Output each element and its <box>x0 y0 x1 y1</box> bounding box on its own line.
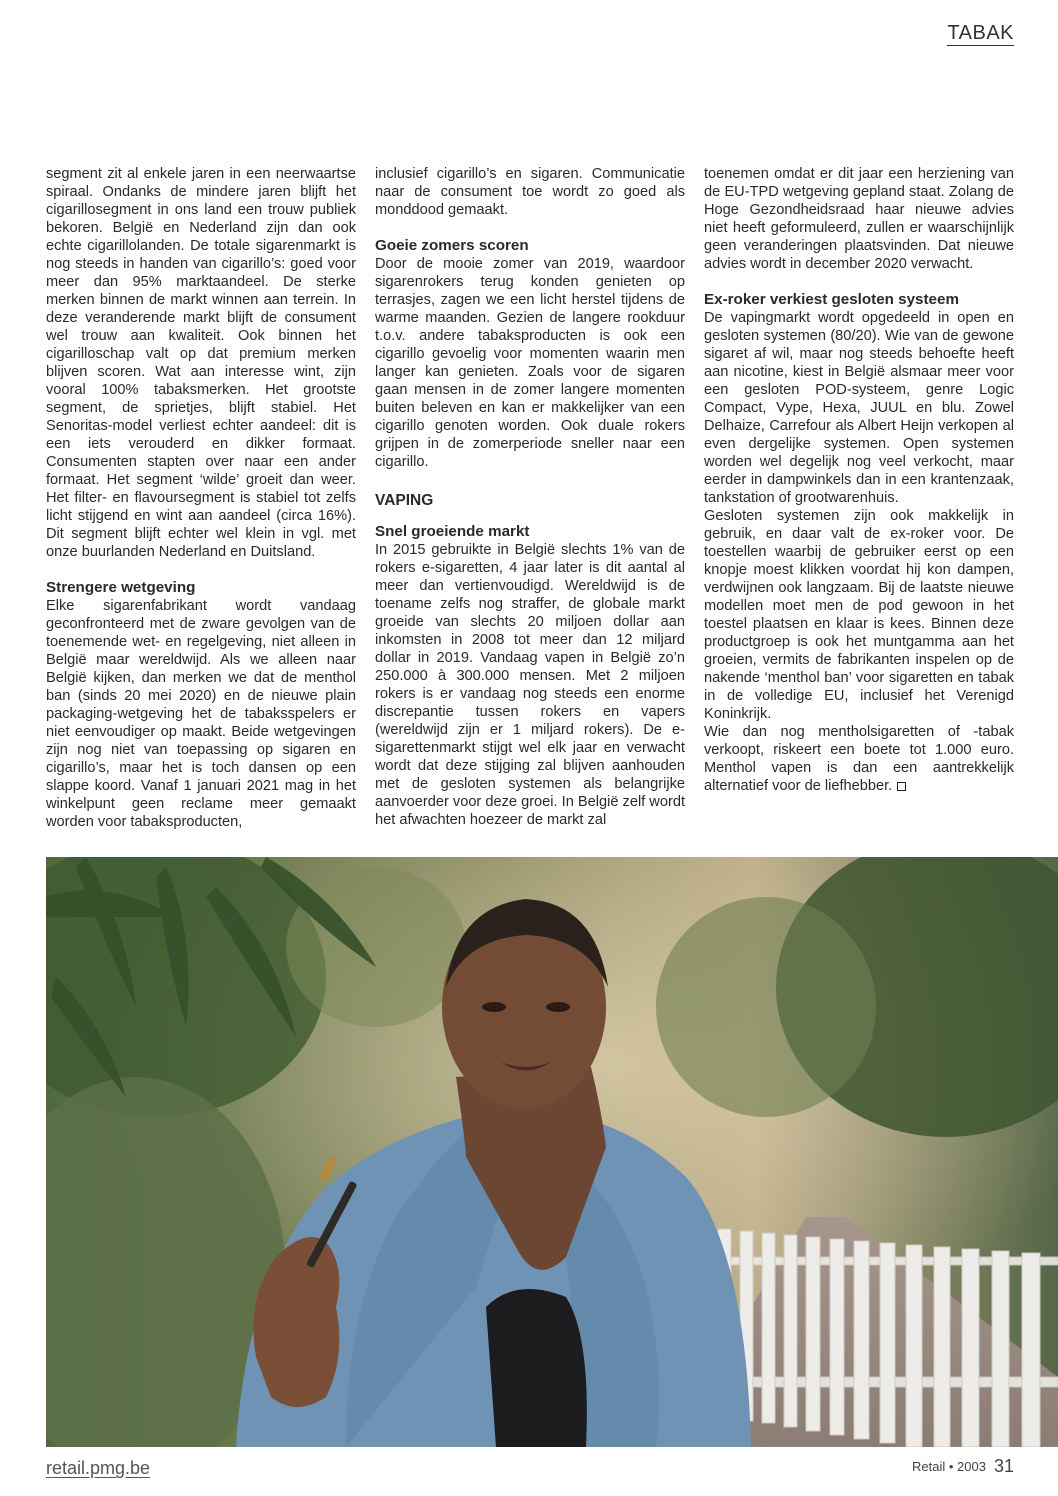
paragraph: toenemen omdat er dit jaar een herziening van de EU-TPD wetgeving gepland staat. Zolang de Hoge Gezondheidsraad haar nieuwe advies niet heeft geformuleerd, zullen er waarschijnlijk geen veranderingen plaatsvinden. Dat nieuwe advies wordt in december 2020 verwacht. <box>704 166 1014 272</box>
paragraph: Door de mooie zomer van 2019, waardoor sigarenrokers terug konden genieten op terrasjes, zagen we een licht herstel tijdens de warme maanden. Gezien de langere rookduur t.o.v. andere tabaksproducten is ook een cigarillo gevoelig voor momenten waarin men langer kan genieten. Zoals voor de sigaren gaan mensen in de zomer langere momenten buiten beleven en kan er makkelijker van een cigarillo genoten worden. Ook duale rokers grijpen in de zomerperiode sneller naar een cigarillo. <box>375 256 685 470</box>
paragraph: In 2015 gebruikte in België slechts 1% van de rokers e-sigaretten, 4 jaar later is dit aantal al meer dan vertienvoudigd. Wereldwijd is de toename zelfs nog straffer, de globale markt groeide van slechts 20 miljoen dollar aan inkomsten in 2008 tot meer dan 12 miljard dollar in 2019. Vandaag vapen in België zo’n 250.000 à 300.000 mensen. Met 2 miljoen rokers is er vandaag nog steeds een enorme discrepantie tussen rokers en vapers (wereldwijd zijn er 1 miljard rokers). De e-sigarettenmarkt stijgt wel elk jaar en verwacht wordt dat deze stijging zal blijven aanhouden met de gesloten systemen als belangrijke aanvoerder voor deze groei. In België zelf wordt het afwachten hoezeer de markt zal <box>375 542 685 828</box>
subheading-snel-groeiende-markt: Snel groeiende markt <box>375 523 530 540</box>
article-columns <box>46 165 1012 841</box>
section-heading-vaping: VAPING <box>375 492 434 509</box>
column-1 <box>46 165 356 831</box>
paragraph-last <box>704 723 1014 795</box>
subheading-ex-roker: Ex-roker verkiest gesloten systeem <box>704 291 959 308</box>
paragraph: De vapingmarkt wordt opgedeeld in open en gesloten systemen (80/20). Wie van de gewone sigaret af wil, maar nog steeds behoefte heeft aan nicotine, kiest in België alsmaar meer voor een gesloten POD-systeem, genre Logic Compact, Vype, Hexa, JUUL en blu. Zowel Delhaize, Carrefour als Albert Heijn verkopen al even dergelijke systemen. Open systemen worden wel degelijk nog veel verkocht, maar eerder in dampwinkels dan in een krantenzaak, tankstation of grootwarenhuis. <box>704 310 1014 506</box>
page-number: 31 <box>993 1456 1014 1476</box>
footer-website-link[interactable]: retail.pmg.be <box>46 1458 151 1478</box>
column-3 <box>704 165 1014 795</box>
paragraph: Elke sigarenfabrikant wordt vandaag geconfronteerd met de zware gevolgen van de toenemende wet- en regelgeving, niet alleen in België maar wereldwijd. Als we alleen naar België kijken, dan merken we dat de menthol ban (sinds 20 mei 2020) en de nieuwe plain packaging-wetgeving het de tabaksspelers er niet eenvoudiger op maakt. Beide wetgevingen zijn nog niet van toepassing op sigaren en cigarillo’s, maar het is toch dansen op een slappe koord. Vanaf 1 januari 2021 mag in het winkelpunt geen reclame meer gemaakt worden voor tabaksproducten, <box>46 598 356 830</box>
subheading-goeie-zomers: Goeie zomers scoren <box>375 237 529 254</box>
subheading-strengere-wetgeving: Strengere wetgeving <box>46 579 196 596</box>
footer-page-info <box>912 1456 1014 1477</box>
paragraph: Gesloten systemen zijn ook makkelijk in gebruik, en daar valt de ex-roker voor. De toestellen waarbij de gebruiker eerst op een knopje moest klikken voordat hij kon dampen, verdwijnen ook langzaam. Bij de laatste nieuwe modellen moet men de pod gewoon in het toestel plaatsen en klaar is kees. Binnen deze productgroep is ook het muntgamma aan het groeien, vermits de fabrikanten inspelen op de nakende ‘menthol ban’ voor sigaretten en tabak in de volledige EU, inclusief het Verenigd Koninkrijk. <box>704 508 1014 722</box>
paragraph: inclusief cigarillo’s en sigaren. Communicatie naar de consument toe wordt zo goed als monddood gemaakt. <box>375 166 685 218</box>
article-photo <box>46 857 1058 1447</box>
end-mark-icon <box>897 782 906 791</box>
column-2 <box>375 165 685 829</box>
paragraph: segment zit al enkele jaren in een neerwaartse spiraal. Ondanks de mindere jaren blijft het cigarillosegment in ons land een trouw publiek bekoren. België en Nederland zijn dan ook echte cigarillolanden. De totale sigarenmarkt is nog steeds in handen van cigarillo’s: goed voor meer dan 95% marktaandeel. De sterke merken binnen de markt winnen aan terrein. In deze veranderende markt blijft de consument wel trouw aan kwaliteit. Ook binnen het cigarilloschap valt op dat premium merken blijven scoren. Wat aan interesse wint, zijn vooral 100% tabaksmerken. Het grootste segment, de sprietjes, blijft stabiel. Het Senoritas-model verliest echter aandeel: dit is een iets verouderd en dikker formaat. Consumenten stapten over naar een ander formaat. Het segment ‘wilde’ groeit dan weer. Het filter- en flavoursegment is stabiel tot zelfs licht stijgend en wint aan aandeel (circa 16%). Dit segment blijft echter wel klein in vgl. met onze buurlanden Nederland en Duitsland. <box>46 166 356 560</box>
section-tag: TABAK <box>947 22 1014 44</box>
magazine-issue: Retail • 2003 <box>912 1459 986 1474</box>
photo-illustration <box>46 857 1058 1447</box>
paragraph-text: Wie dan nog mentholsigaretten of -tabak verkoopt, riskeert een boete tot 1.000 euro. Menthol vapen is dan een aantrekkelijk alternatief voor de liefhebber. <box>704 724 1014 794</box>
